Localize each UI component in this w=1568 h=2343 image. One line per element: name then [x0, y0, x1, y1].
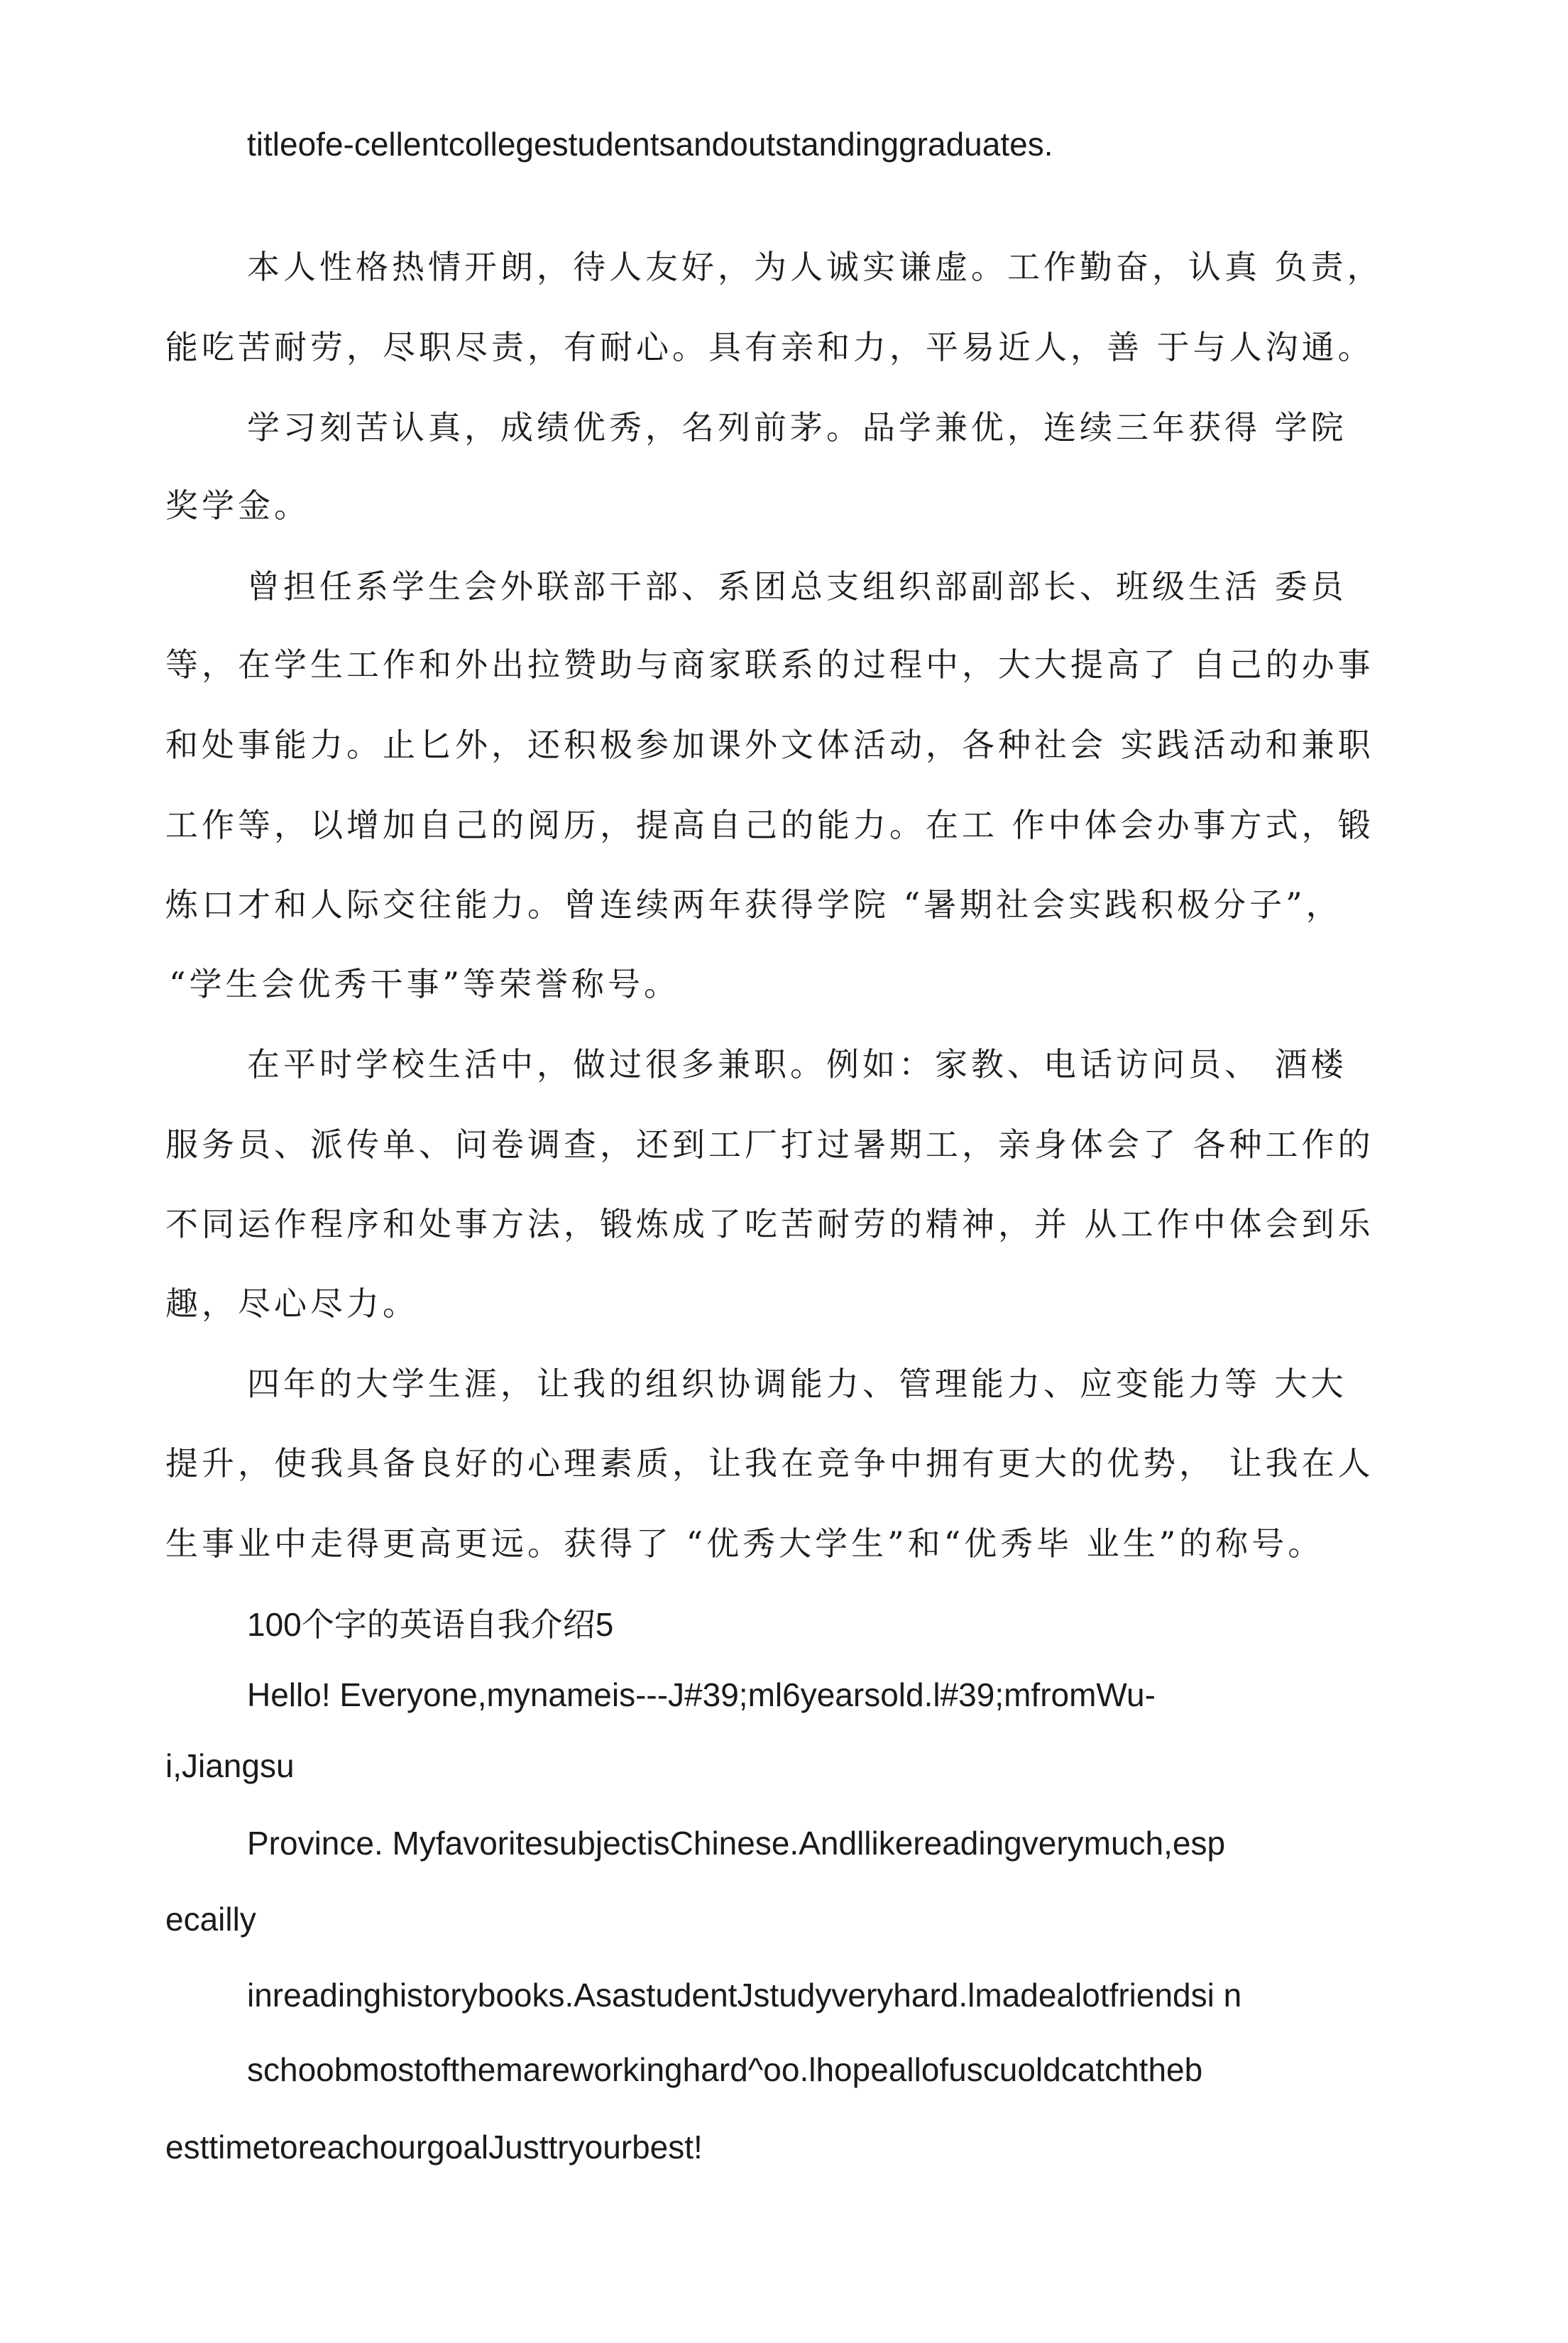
text-line-22: Province. MyfavoritesubjectisChinese.Andllikereadingverymuch,esp [247, 1825, 1226, 1862]
text-line-11: “学生会优秀干事”等荣誉称号。 [169, 965, 681, 1003]
text-line-26: esttimetoreachourgoalJusttryourbest! [165, 2129, 703, 2166]
text-line-3: 能吃苦耐劳，尽职尽责，有耐心。具有亲和力，平易近人，善 于与人沟通。 [165, 328, 1374, 366]
text-line-1: titleofe-cellentcollegestudentsandoutstandinggraduates. [247, 126, 1053, 163]
text-line-23: ecailly [165, 1901, 256, 1938]
text-line-18: 生事业中走得更高更远。获得了 “优秀大学生”和“优秀毕 业生”的称号。 [165, 1524, 1325, 1563]
text-line-10: 炼口才和人际交往能力。曾连续两年获得学院 “暑期社会实践积极分子”， [165, 885, 1342, 924]
text-line-6: 曾担任系学生会外联部干部、系团总支组织部副部长、班级生活 委员 [247, 567, 1347, 606]
text-line-16: 四年的大学生涯，让我的组织协调能力、管理能力、应变能力等 大大 [247, 1365, 1347, 1403]
text-line-21: i,Jiangsu [165, 1747, 295, 1784]
text-line-8: 和处事能力。止匕外，还积极参加课外文体活动，各种社会 实践活动和兼职 [165, 726, 1374, 764]
text-line-4: 学习刻苦认真，成绩优秀，名列前茅。品学兼优，连续三年获得 学院 [247, 408, 1347, 447]
section-heading: 100个字的英语自我介绍5 [247, 1606, 614, 1643]
text-line-14: 不同运作程序和处事方法，锻炼成了吃苦耐劳的精神，并 从工作中体会到乐 [165, 1205, 1374, 1243]
text-line-25: schoobmostofthemareworkinghard^oo.lhopeallofuscuoldcatchtheb [247, 2051, 1203, 2088]
text-line-20: Hello! Everyone,mynameis---J#39;ml6yearsold.l#39;mfromWu- [247, 1676, 1156, 1713]
text-line-13: 服务员、派传单、问卷调查，还到工厂打过暑期工，亲身体会了 各种工作的 [165, 1125, 1374, 1164]
text-line-5: 奖学金。 [165, 486, 310, 525]
text-line-7: 等，在学生工作和外出拉赞助与商家联系的过程中，大大提高了 自己的办事 [165, 645, 1374, 684]
text-line-24: inreadinghistorybooks.AsastudentJstudyveryhard.lmadealotfriendsi n [247, 1977, 1242, 2014]
text-line-2: 本人性格热情开朗，待人友好，为人诚实谦虚。工作勤奋，认真 负责， [247, 248, 1383, 286]
text-line-9: 工作等，以增加自己的阅历，提高自己的能力。在工 作中体会办事方式，锻 [165, 806, 1374, 844]
text-line-17: 提升，使我具备良好的心理素质，让我在竞争中拥有更大的优势， 让我在人 [165, 1444, 1374, 1482]
text-line-15: 趣，尽心尽力。 [165, 1284, 419, 1323]
text-line-12: 在平时学校生活中，做过很多兼职。例如：家教、电话访问员、 酒楼 [247, 1045, 1347, 1083]
